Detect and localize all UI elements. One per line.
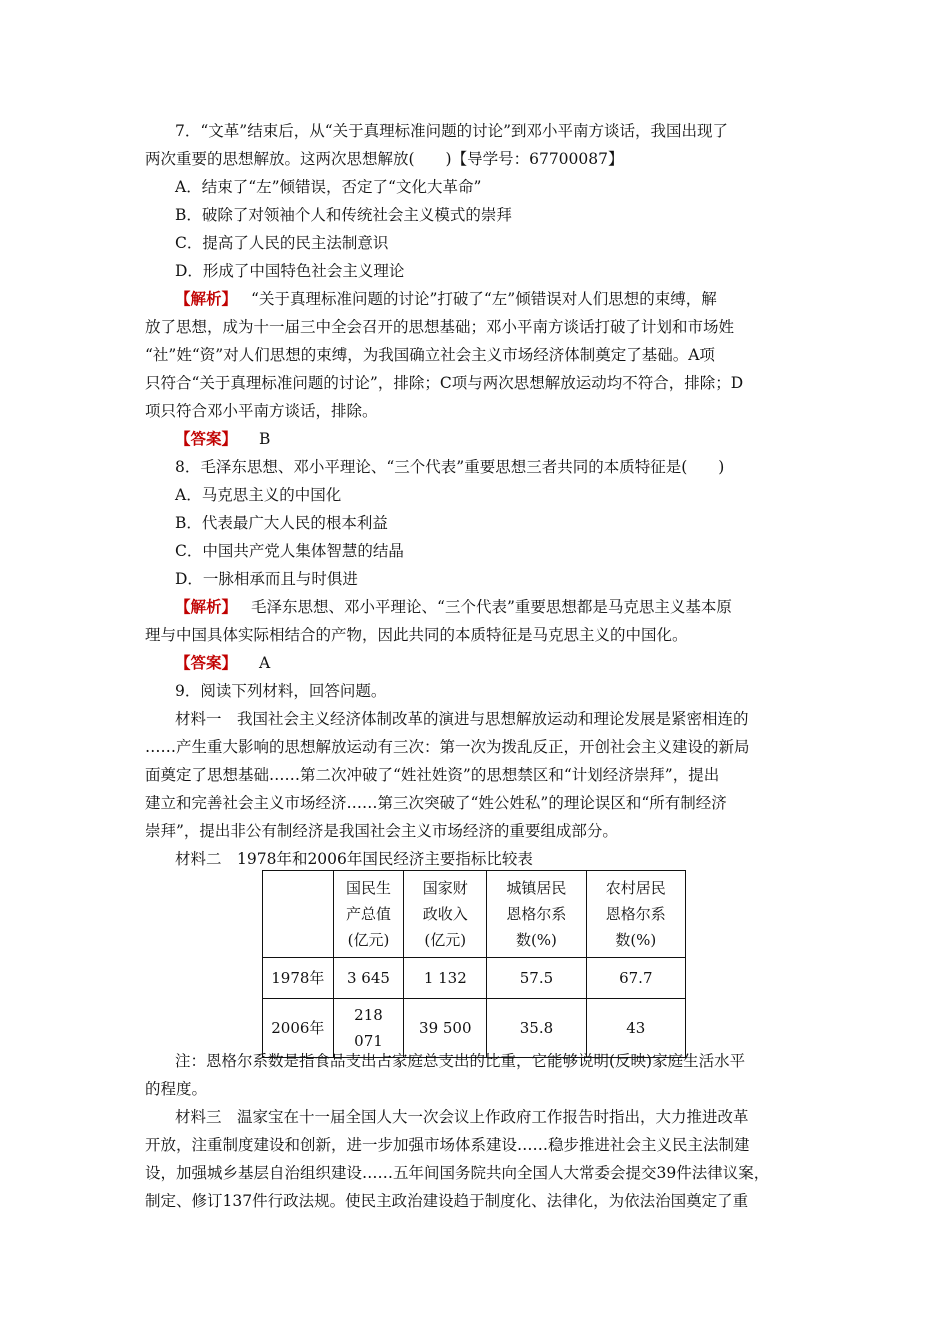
table-header-revenue-text: 国家财政收入(亿元) [422,879,468,949]
table-cell-year: 2006年 [263,999,334,1058]
q8-option-b: B．代表最广大人民的根本利益 [175,514,388,532]
table-header-gnp-text: 国民生产总值(亿元) [345,879,391,949]
table-cell-urban-engel: 35.8 [487,999,586,1058]
q9-stem: 9．阅读下列材料，回答问题。 [175,682,387,700]
q7-analysis-line4: 只符合“关于真理标准问题的讨论”，排除；C项与两次思想解放运动均不符合，排除；D [145,374,744,392]
q8-answer-tag: 【答案】 [175,653,238,672]
q7-answer-line [175,429,270,449]
q9-material1-line3: 面奠定了思想基础……第二次冲破了“姓社姓资”的思想禁区和“计划经济崇拜”，提出 [145,766,720,784]
q8-option-a: A．马克思主义的中国化 [175,486,342,504]
q7-answer-value: B [259,430,271,448]
table-header-rural-engel [586,871,685,958]
table-cell-rural-engel: 43 [586,999,685,1058]
table-cell-revenue: 39 500 [404,999,487,1058]
q7-option-d: D．形成了中国特色社会主义理论 [175,262,405,280]
table-header-row [263,871,686,958]
q8-answer-line [175,653,270,673]
table-row [263,999,686,1058]
q7-option-c: C．提高了人民的民主法制意识 [175,234,389,252]
economy-comparison-table [262,870,686,1058]
q7-option-a: A．结束了“左”倾错误，否定了“文化大革命” [175,178,482,196]
table-header-urban-engel [487,871,586,958]
q9-material1-line4: 建立和完善社会主义市场经济……第三次突破了“姓公姓私”的理论误区和“所有制经济 [145,794,727,812]
table-header-rural-engel-text: 农村居民恩格尔系数(%) [605,879,666,949]
q9-material3-line2: 开放，注重制度建设和创新，进一步加强市场体系建设……稳步推进社会主义民主法制建 [145,1136,750,1154]
table-header-urban-engel-text: 城镇居民恩格尔系数(%) [506,879,567,949]
q7-option-b: B．破除了对领袖个人和传统社会主义模式的崇拜 [175,206,512,224]
q7-analysis-text1: “关于真理标准问题的讨论”打破了“左”倾错误对人们思想的束缚，解 [251,290,717,308]
table-row [263,958,686,999]
q8-stem: 8．毛泽东思想、邓小平理论、“三个代表”重要思想三者共同的本质特征是( ) [175,458,725,476]
q8-answer-value: A [259,654,271,672]
q9-material2-title: 材料二 1978年和2006年国民经济主要指标比较表 [175,850,533,868]
q9-material1-line1: 材料一 我国社会主义经济体制改革的演进与思想解放运动和理论发展是紧密相连的 [175,710,749,728]
q7-analysis-line3: “社”姓“资”对人们思想的束缚，为我国确立社会主义市场经济体制奠定了基础。A项 [145,346,715,364]
q7-analysis-line1 [175,289,717,309]
q9-material3-line1: 材料三 温家宝在十一届全国人大一次会议上作政府工作报告时指出，大力推进改革 [175,1108,749,1126]
table-header-gnp [333,871,404,958]
q7-stem-line2: 两次重要的思想解放。这两次思想解放( )【导学号：67700087】 [145,150,624,168]
q7-analysis-tag: 【解析】 [175,289,238,308]
q7-stem-line1: 7．“文革”结束后，从“关于真理标准问题的讨论”到邓小平南方谈话，我国出现了 [175,122,729,140]
q7-answer-tag: 【答案】 [175,429,238,448]
q9-material1-line5: 崇拜”，提出非公有制经济是我国社会主义市场经济的重要组成部分。 [145,822,618,840]
q8-analysis-line2: 理与中国具体实际相结合的产物，因此共同的本质特征是马克思主义的中国化。 [145,626,688,644]
q8-option-d: D．一脉相承而且与时俱进 [175,570,358,588]
q8-analysis-line1 [175,597,732,617]
table-cell-rural-engel: 67.7 [586,958,685,999]
q8-analysis-tag: 【解析】 [175,597,238,616]
q9-material3-line3: 设，加强城乡基层自治组织建设……五年间国务院共向全国人大常委会提交39件法律议案， [145,1164,770,1182]
q8-analysis-text1: 毛泽东思想、邓小平理论、“三个代表”重要思想都是马克思主义基本原 [251,598,732,616]
table-cell-gnp: 3 645 [333,958,404,999]
q9-note-line1: 注：恩格尔系数是指食品支出占家庭总支出的比重，它能够说明(反映)家庭生活水平 [175,1052,746,1070]
q9-material3-line4: 制定、修订137件行政法规。使民主政治建设趋于制度化、法律化，为依法治国奠定了重 [145,1192,749,1210]
q9-material1-line2: ……产生重大影响的思想解放运动有三次：第一次为拨乱反正，开创社会主义建设的新局 [145,738,750,756]
table-cell-year: 1978年 [263,958,334,999]
q8-option-c: C．中国共产党人集体智慧的结晶 [175,542,404,560]
table-cell-gnp [333,999,404,1058]
table-header-revenue [404,871,487,958]
table-cell-urban-engel: 57.5 [487,958,586,999]
q7-analysis-line5: 项只符合邓小平南方谈话，排除。 [145,402,378,420]
q9-note-line2: 的程度。 [145,1080,208,1098]
table-header-blank [263,871,334,958]
table-cell-revenue: 1 132 [404,958,487,999]
q7-analysis-line2: 放了思想，成为十一届三中全会召开的思想基础；邓小平南方谈话打破了计划和市场姓 [145,318,735,336]
table-cell-gnp-text: 218 071 [354,1006,383,1050]
